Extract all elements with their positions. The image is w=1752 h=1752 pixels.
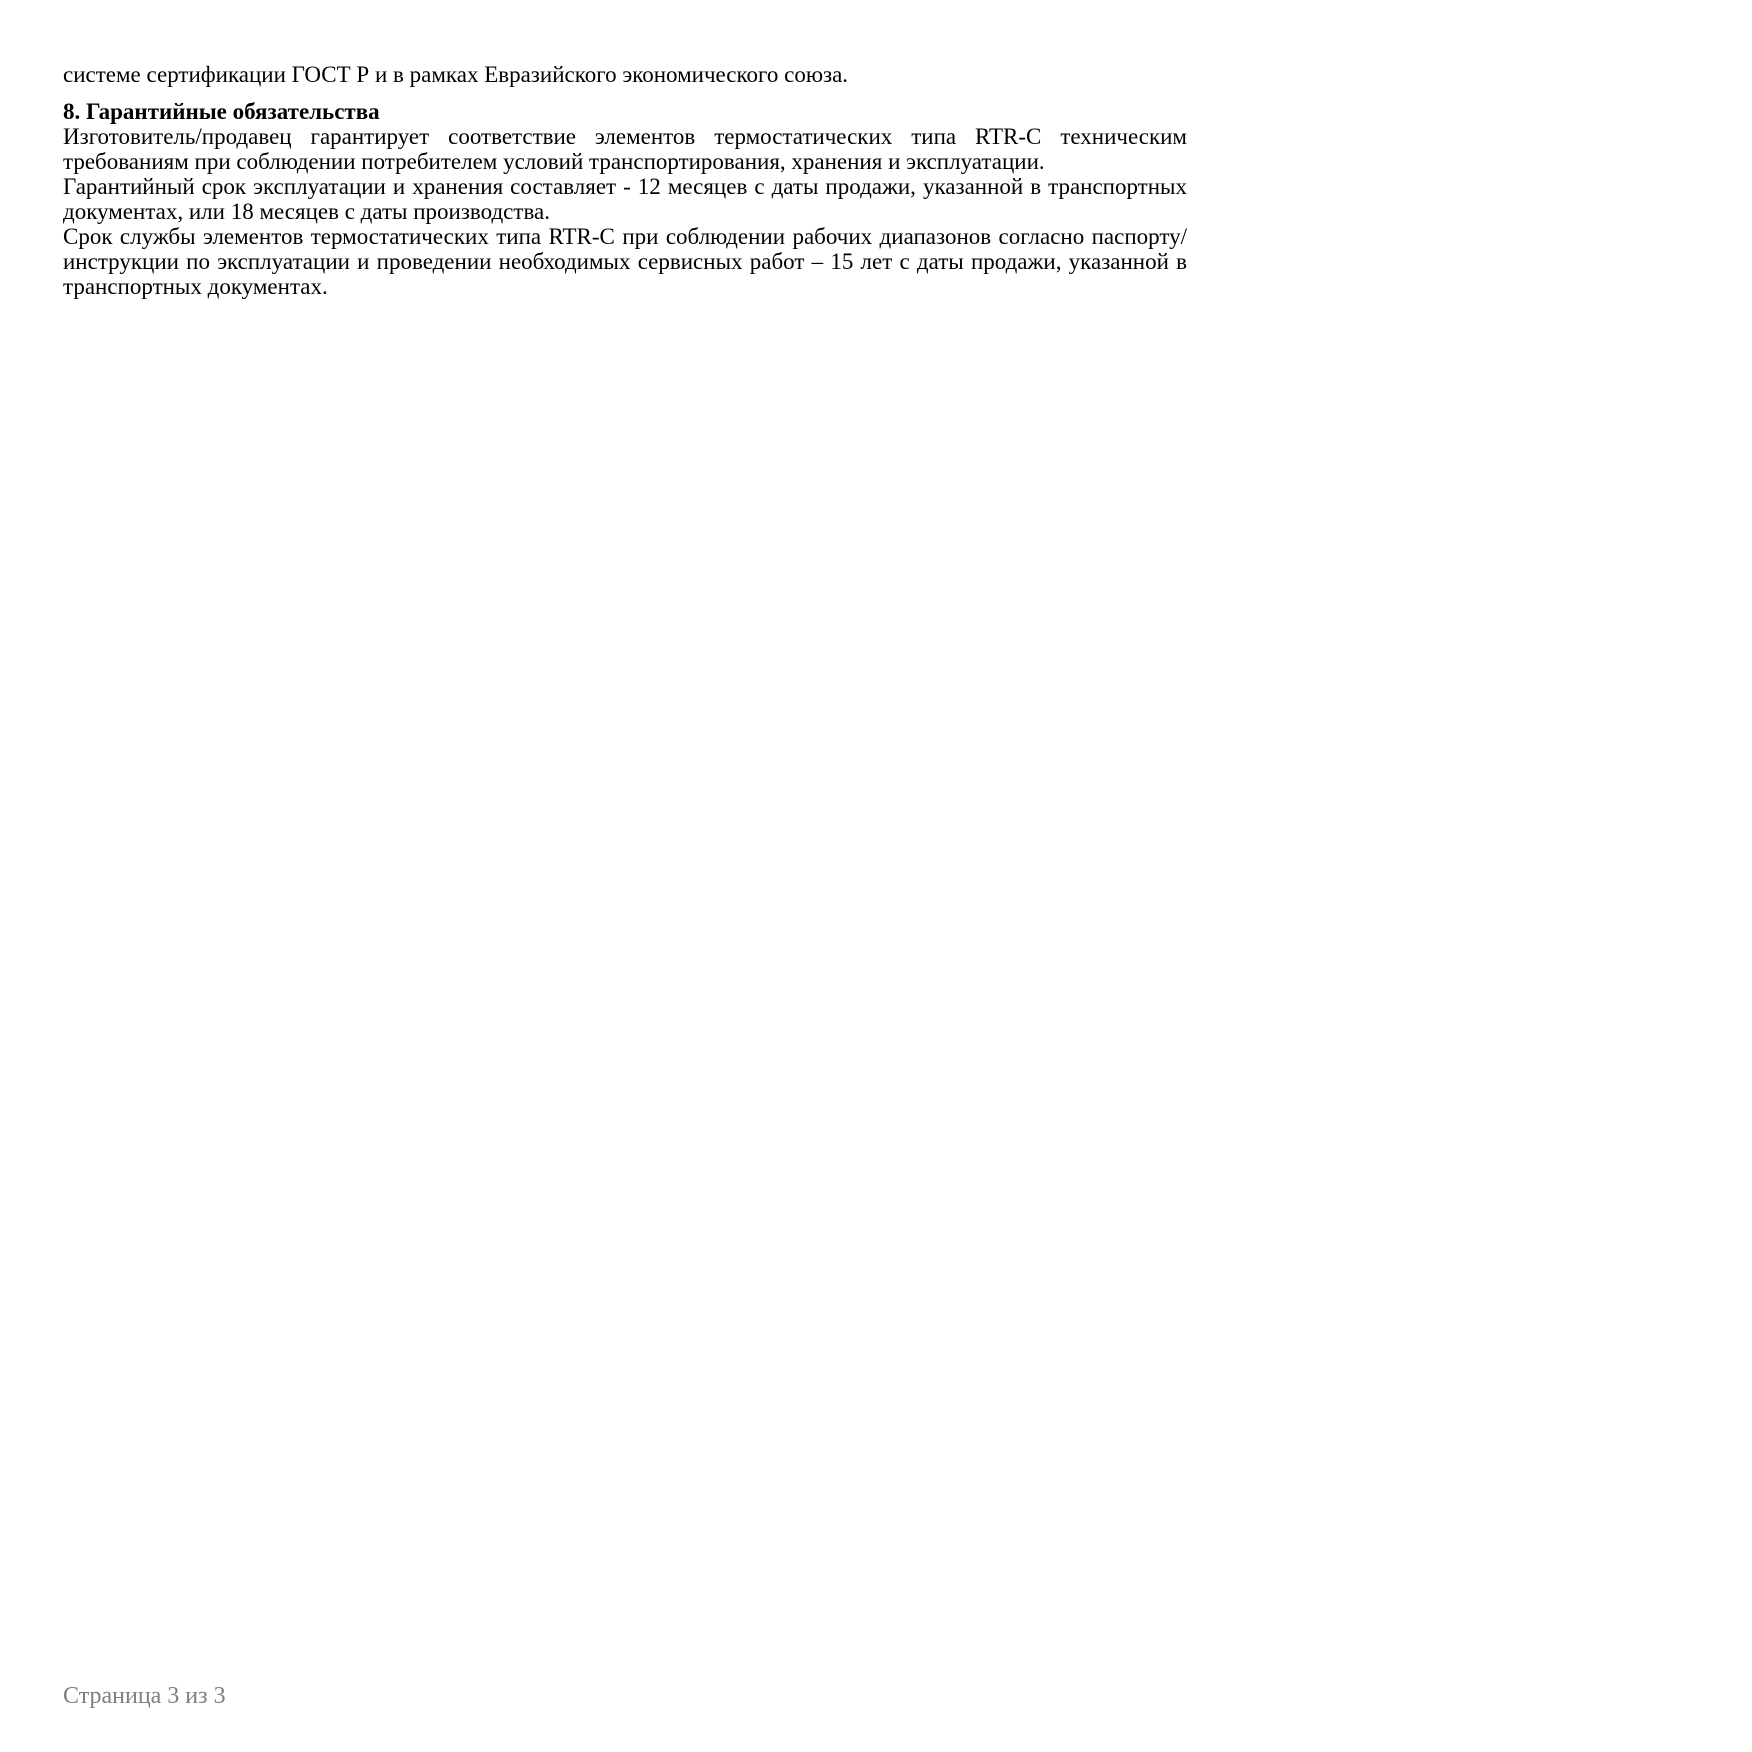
document-page (63, 62, 1187, 299)
warranty-paragraph-period: Гарантийный срок эксплуатации и хранения составляет - 12 месяцев с даты продажи, указанной в транспортных документах, или 18 месяцев с даты производства. (63, 174, 1187, 224)
page-number: Страница 3 из 3 (63, 1683, 226, 1709)
warranty-section (63, 99, 1187, 299)
intro-paragraph: системе сертификации ГОСТ Р и в рамках Евразийского экономического союза. (63, 62, 849, 87)
warranty-paragraph-compliance: Изготовитель/продавец гарантирует соответствие элементов термостатических типа RTR-C техническим требованиям при соблюдении потребителем условий транспортирования, хранения и эксплуатации. (63, 124, 1187, 174)
section-heading: 8. Гарантийные обязательства (63, 99, 380, 124)
warranty-paragraph-service-life: Срок службы элементов термостатических типа RTR-C при соблюдении рабочих диапазонов согласно паспорту/инструкции по эксплуатации и проведении необходимых сервисных работ – 15 лет с даты продажи, указанной в транспортных документах. (63, 224, 1187, 299)
